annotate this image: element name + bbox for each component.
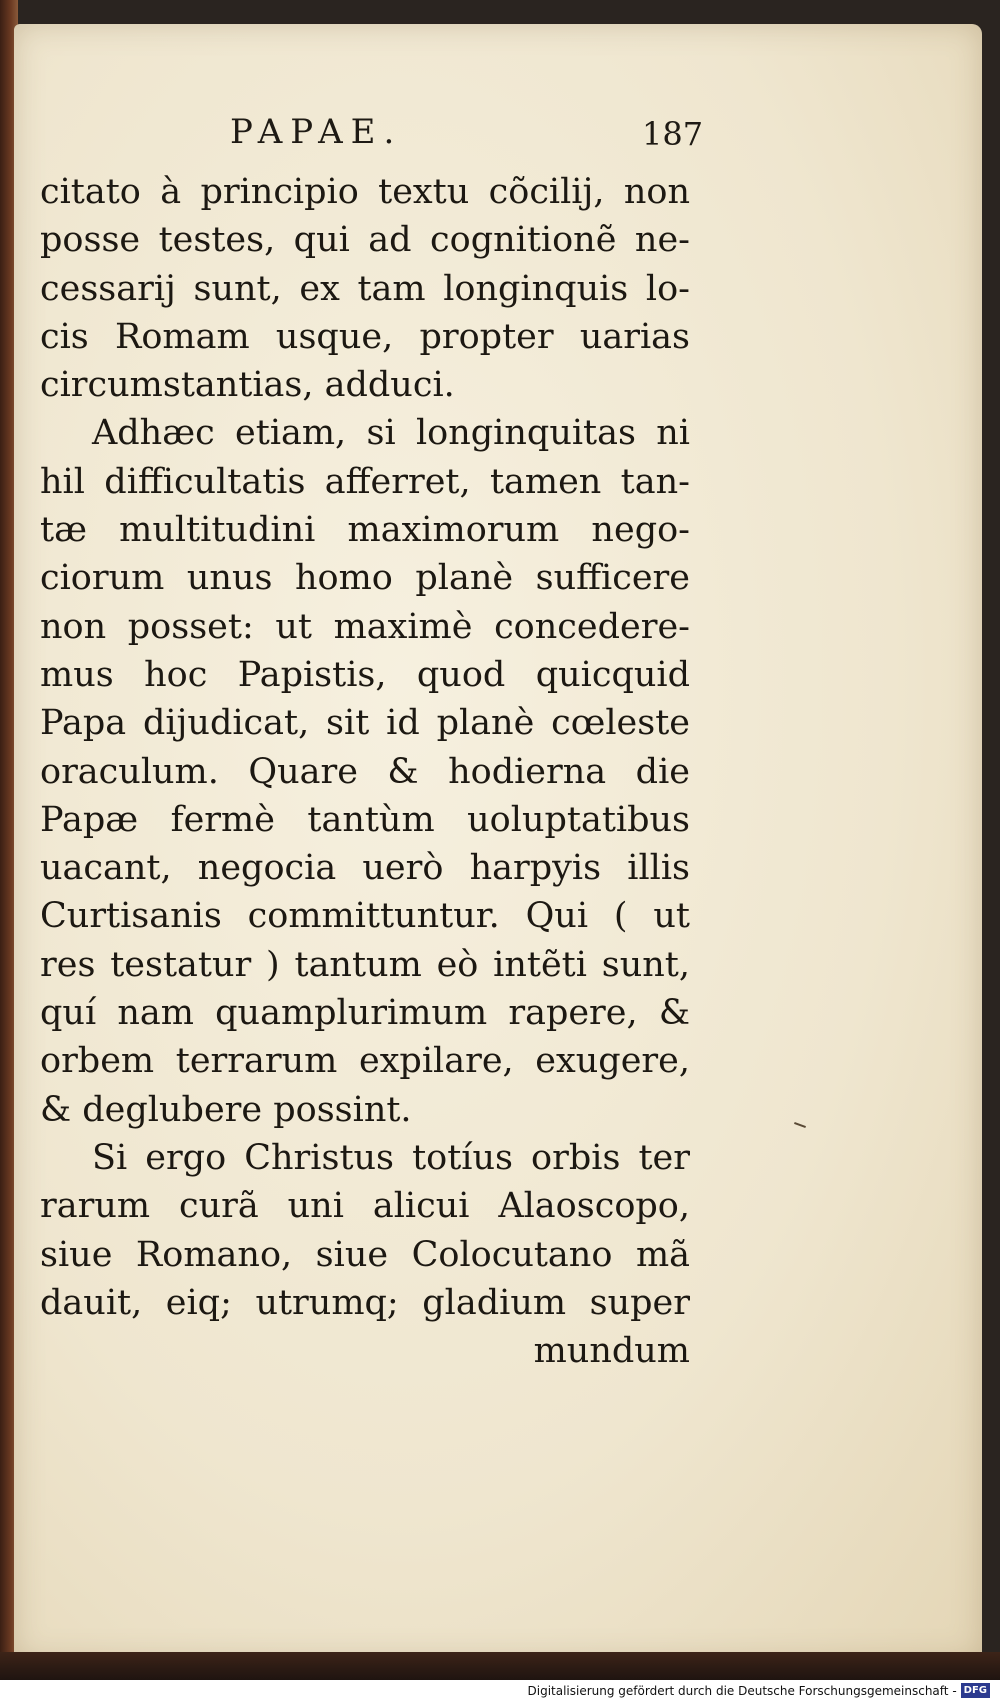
text-line: siue Romano, siue Colocutano mã (40, 1234, 690, 1275)
page-bottom-edge (0, 1652, 1000, 1680)
text-line: Si ergo Christus totíus orbis ter (92, 1137, 690, 1178)
text-line: rarum curã uni alicui Alaoscopo, (40, 1186, 690, 1227)
text-line: ciorum unus homo planè sufficere (40, 558, 690, 599)
text-line: Adhæc etiam, si longinquitas ni (92, 413, 690, 454)
text-line: res testatur ) tantum eò intẽti sunt, (40, 944, 690, 985)
text-line: cis Romam usque, propter uarias (40, 316, 690, 357)
text-line: circumstantias, adduci. (40, 365, 455, 406)
body-text (40, 168, 690, 1375)
running-head: PAPAE. (230, 112, 403, 152)
text-line: orbem terrarum expilare, exugere, (40, 1041, 690, 1082)
text-line: dauit, eiq; utrumq; gladium super (40, 1282, 690, 1323)
text-line: & deglubere possint. (40, 1089, 412, 1130)
footer-bar (0, 1680, 1000, 1702)
footer-credit: Digitalisierung gefördert durch die Deutsche Forschungsgemeinschaft - (527, 1683, 957, 1698)
text-line: citato à principio textu cõcilij, non (40, 172, 690, 212)
text-line: hil difficultatis afferret, tamen tan- (40, 461, 690, 502)
text-line: quí nam quamplurimum rapere, & (40, 993, 690, 1034)
text-line: uacant, negocia uerò harpyis illis (40, 848, 690, 889)
text-line: Curtisanis committuntur. Qui ( ut (40, 896, 690, 937)
text-line: oraculum. Quare & hodierna die (40, 751, 690, 792)
text-line: cessarij sunt, ex tam longinquis lo- (40, 268, 690, 309)
text-line: tæ multitudini maximorum nego- (40, 510, 690, 551)
footer-credit-group (528, 1683, 991, 1698)
page-number: 187 (642, 115, 704, 153)
dfg-logo: DFG (961, 1683, 990, 1698)
catchword: mundum (533, 1331, 690, 1372)
text-line: mus hoc Papistis, quod quicquid (40, 654, 690, 695)
text-line: non posset: ut maximè concedere- (40, 606, 690, 647)
text-line: posse testes, qui ad cognitionẽ ne- (40, 220, 690, 261)
text-line: Papæ fermè tantùm uoluptatibus (40, 799, 690, 840)
text-line: Papa dijudicat, sit id planè cœleste (40, 703, 690, 744)
